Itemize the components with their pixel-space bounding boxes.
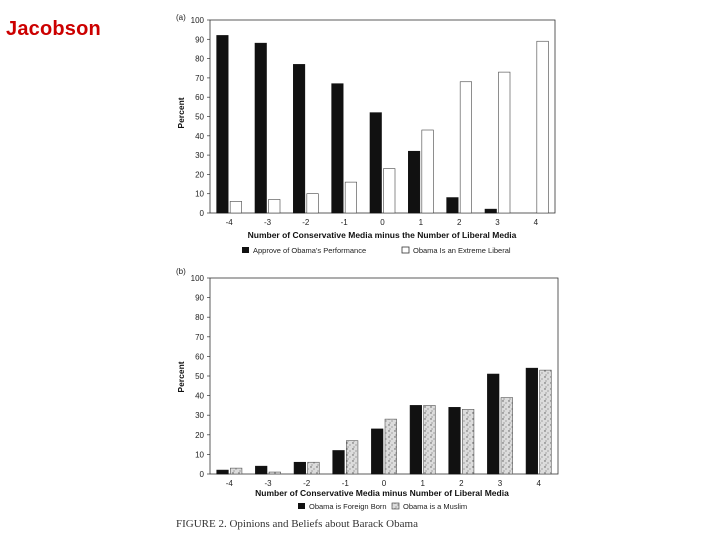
bar-series2 (269, 199, 281, 213)
x-tick-label: 1 (420, 479, 425, 488)
y-tick-label: 90 (195, 293, 204, 303)
legend-label-extreme-liberal: Obama Is an Extreme Liberal (413, 246, 511, 255)
y-tick-label: 60 (195, 352, 204, 362)
bar-series1 (255, 43, 267, 213)
bar-series1 (526, 368, 538, 474)
x-tick-label: 2 (456, 218, 462, 227)
bar-series1 (293, 64, 305, 213)
legend-swatch-muslim (392, 503, 399, 509)
x-tick-label: 2 (459, 479, 464, 488)
legend-swatch-foreign-born (298, 503, 305, 509)
y-tick-label: 10 (195, 189, 204, 199)
bar-series1 (447, 198, 459, 213)
bar-series2 (540, 370, 552, 474)
y-tick-label: 100 (190, 16, 204, 25)
bar-series2 (346, 441, 358, 474)
x-tick-label: 3 (497, 479, 503, 488)
y-tick-label: 20 (195, 430, 204, 440)
bar-series1 (408, 151, 420, 213)
bar-series1 (294, 462, 306, 474)
bar-series1 (333, 450, 345, 474)
y-tick-label: 40 (195, 131, 204, 141)
y-tick-label: 50 (195, 112, 204, 122)
bar-series1 (410, 405, 422, 474)
legend-swatch-approve (242, 247, 249, 253)
bar-series1 (487, 374, 499, 474)
y-tick-label: 40 (195, 391, 204, 401)
bar-series2 (462, 409, 474, 474)
legend-label-foreign-born: Obama is Foreign Born (309, 502, 387, 511)
x-tick-label: 4 (533, 218, 539, 227)
x-tick-label: -3 (264, 479, 272, 488)
x-tick-label: 4 (536, 479, 541, 488)
y-tick-label: 90 (195, 35, 204, 45)
bar-series1 (370, 113, 382, 213)
bar-series2 (460, 82, 472, 213)
x-tick-label: -2 (303, 479, 311, 488)
bar-series1 (485, 209, 497, 213)
legend-a (242, 246, 511, 255)
legend-swatch-extreme-liberal (402, 247, 409, 253)
y-tick-label: 0 (199, 470, 204, 479)
bar-series1 (332, 84, 344, 213)
bar-series2 (307, 194, 319, 213)
bar-series1 (255, 466, 267, 474)
bar-series2 (384, 169, 396, 213)
bar-series2 (422, 130, 434, 213)
y-tick-label: 50 (195, 372, 204, 381)
panel-label-a: (a) (176, 13, 186, 22)
bar-series2 (345, 182, 357, 213)
bar-series2 (537, 41, 549, 213)
y-tick-label: 10 (195, 450, 204, 460)
bar-series2 (424, 405, 436, 474)
x-axis-title-a: Number of Conservative Media minus the Number of Liberal Media (247, 230, 517, 240)
bar-series1 (217, 35, 229, 213)
y-tick-label: 0 (199, 209, 204, 218)
bar-series2 (230, 201, 242, 213)
legend-label-muslim: Obama is a Muslim (403, 502, 468, 511)
bar-series2 (499, 72, 511, 213)
bar-series2 (230, 468, 242, 474)
x-tick-label: 0 (380, 218, 385, 227)
y-tick-label: 60 (195, 93, 204, 103)
figure-caption: FIGURE 2. Opinions and Beliefs about Barack Obama (176, 518, 418, 530)
bar-series1 (217, 470, 229, 474)
x-tick-label: -4 (225, 479, 233, 488)
legend-b (298, 502, 467, 511)
x-tick-label: 3 (495, 218, 500, 227)
y-tick-label: 30 (195, 151, 204, 161)
y-tick-label: 100 (190, 274, 204, 283)
chart-b-beliefs (160, 262, 580, 530)
bar-series2 (385, 419, 397, 474)
y-tick-label: 80 (195, 54, 204, 64)
bar-series1 (371, 429, 383, 474)
y-tick-label: 20 (195, 170, 204, 180)
panel-label-b: (b) (176, 267, 186, 276)
bar-series2 (308, 462, 320, 474)
x-axis-title-b: Number of Conservative Media minus Number of Liberal Media (255, 488, 509, 498)
x-tick-label: -3 (263, 218, 272, 227)
y-tick-label: 70 (195, 332, 204, 342)
bar-series2 (501, 398, 513, 474)
x-tick-label: -4 (225, 218, 233, 227)
bar-series1 (449, 407, 461, 474)
chart-a-opinions (160, 8, 580, 263)
x-tick-label: -2 (302, 218, 310, 227)
x-tick-label: -1 (341, 479, 349, 488)
x-tick-label: 1 (418, 218, 424, 227)
y-axis-title-b: Percent (176, 361, 186, 393)
y-tick-label: 30 (195, 411, 204, 421)
legend-label-approve: Approve of Obama's Performance (253, 246, 367, 255)
x-tick-label: -1 (340, 218, 348, 227)
y-tick-label: 80 (195, 313, 204, 323)
slide-title: Jacobson (6, 18, 101, 40)
x-tick-label: 0 (381, 479, 387, 488)
bar-series2 (269, 472, 281, 474)
y-axis-title-a: Percent (176, 97, 186, 129)
y-tick-label: 70 (195, 73, 204, 83)
